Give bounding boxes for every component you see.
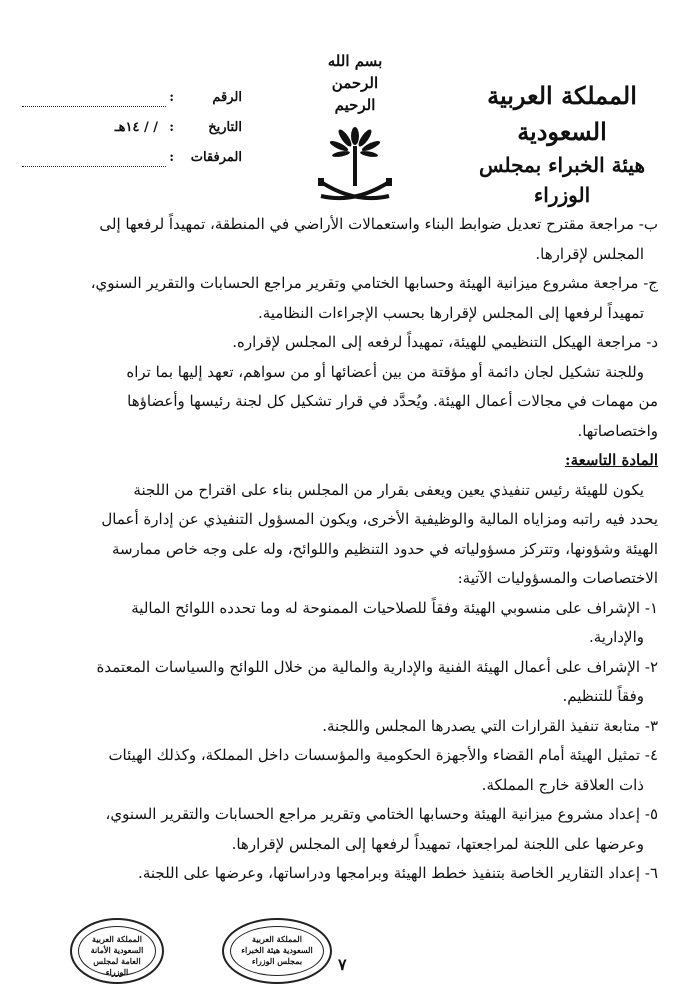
attachments-field <box>22 154 166 167</box>
clause-d: د- مراجعة الهيكل التنظيمي للهيئة، تمهيداً لرفعه إلى المجلس لإقراره. <box>232 333 658 351</box>
item-6: ٦- إعداد التقارير الخاصة بتنفيذ خطط الهيئة وبرامجها ودراساتها، وعرضها على اللجنة. <box>138 864 658 882</box>
basmala: بسم الله الرحمن الرحيم <box>327 52 383 114</box>
date-row: التاريخ : / / ١٤هـ <box>22 112 242 142</box>
stamp-right-text: المملكة العربية السعودية هيئة الخبراء بمجلس الوزراء <box>241 934 313 966</box>
article-nine-line1: يكون للهيئة رئيس تنفيذي يعين ويعفى بقرار من المجلس بناء على اقتراح من اللجنة <box>133 480 644 499</box>
date-field: / / ١٤هـ <box>114 119 158 135</box>
item-3: ٣- متابعة تنفيذ القرارات التي يصدرها المجلس واللجنة. <box>322 716 658 735</box>
reference-row: الرقم : <box>22 82 242 112</box>
article-nine-line3: الهيئة وشؤونها، وتتركز مسؤولياته في حدود التنظيم واللوائح، وله على وجه خاص ممارسة <box>111 539 658 558</box>
council-name: هيئة الخبراء بمجلس الوزراء <box>478 153 645 207</box>
article-nine-heading: المادة التاسعة: <box>565 451 658 469</box>
item-4-line1: ٤- تمثيل الهيئة أمام القضاء والأجهزة الحكومية والمؤسسات داخل المملكة، وكذلك الهيئات <box>108 746 658 764</box>
committees-para-line2: من مهمات في مجالات أعمال الهيئة. ويُحدَّد في قرار تشكيل كل لجنة رئيسها وأعضاؤها <box>127 392 658 410</box>
clause-b-line1: ب- مراجعة مقترح تعديل ضوابط البناء واستعمالات الأراضي في المنطقة، تمهيداً لرفعها إلى <box>99 215 658 233</box>
clause-b-line2: المجلس لإقرارها. <box>535 244 644 263</box>
page-number: ٧ <box>338 955 347 974</box>
official-stamp-right <box>222 918 332 984</box>
item-5-line1: ٥- إعداد مشروع ميزانية الهيئة وحسابها الختامي وتقرير مراجع الحسابات والتقرير السنوي، <box>105 805 658 823</box>
stamp-left-text: المملكة العربية السعودية الأمانة العامة لمجلس الوزراء <box>90 934 144 977</box>
letterhead-title <box>452 78 672 210</box>
article-nine-line2: يحدد فيه راتبه ومزاياه المالية والوظيفية الأخرى، ويكون المسؤول التنفيذي عن إدارة أعمال <box>101 510 658 528</box>
committees-para-line3: واختصاصاتها. <box>577 421 658 440</box>
date-label: التاريخ <box>208 119 242 135</box>
document-body <box>38 210 658 889</box>
clause-c-line1: ج- مراجعة مشروع ميزانية الهيئة وحسابها الختامي وتقرير مراجع الحسابات والتقرير السنوي، <box>90 274 658 292</box>
document-meta <box>22 82 242 172</box>
committees-para-line1: وللجنة تشكيل لجان دائمة أو مؤقتة من بين أعضائها أو من سواهم، تعهد إليها بما تراه <box>126 362 644 381</box>
reference-field <box>22 94 166 107</box>
item-2-line1: ٢- الإشراف على أعمال الهيئة الفنية والإدارية والمالية من خلال اللوائح والسياسات المعتمدة <box>96 657 658 676</box>
article-nine-line4: الاختصاصات والمسؤوليات الآتية: <box>457 569 658 587</box>
palm-swords-emblem-icon <box>315 120 395 210</box>
official-stamp-left <box>70 918 164 984</box>
letterhead-emblem <box>310 50 400 214</box>
attachments-row: المرفقات : <box>22 142 242 172</box>
item-5-line2: وعرضها على اللجنة لمراجعتها، تمهيداً لرفعها إلى المجلس لإقرارها. <box>231 834 644 853</box>
item-4-line2: ذات العلاقة خارج المملكة. <box>481 775 644 794</box>
kingdom-name: المملكة العربية السعودية <box>487 81 637 146</box>
item-2-line2: وفقاً للتنظيم. <box>562 687 644 705</box>
item-1-line1: ١- الإشراف على منسوبي الهيئة وفقاً للصلاحيات الممنوحة له وما تحدده اللوائح المالية <box>131 598 658 617</box>
reference-label: الرقم <box>212 89 242 105</box>
attachments-label: المرفقات <box>190 149 242 165</box>
item-1-line2: والإدارية. <box>588 628 644 646</box>
clause-c-line2: تمهيداً لرفعها إلى المجلس لإقرارها بحسب الإجراءات النظامية. <box>257 303 644 322</box>
